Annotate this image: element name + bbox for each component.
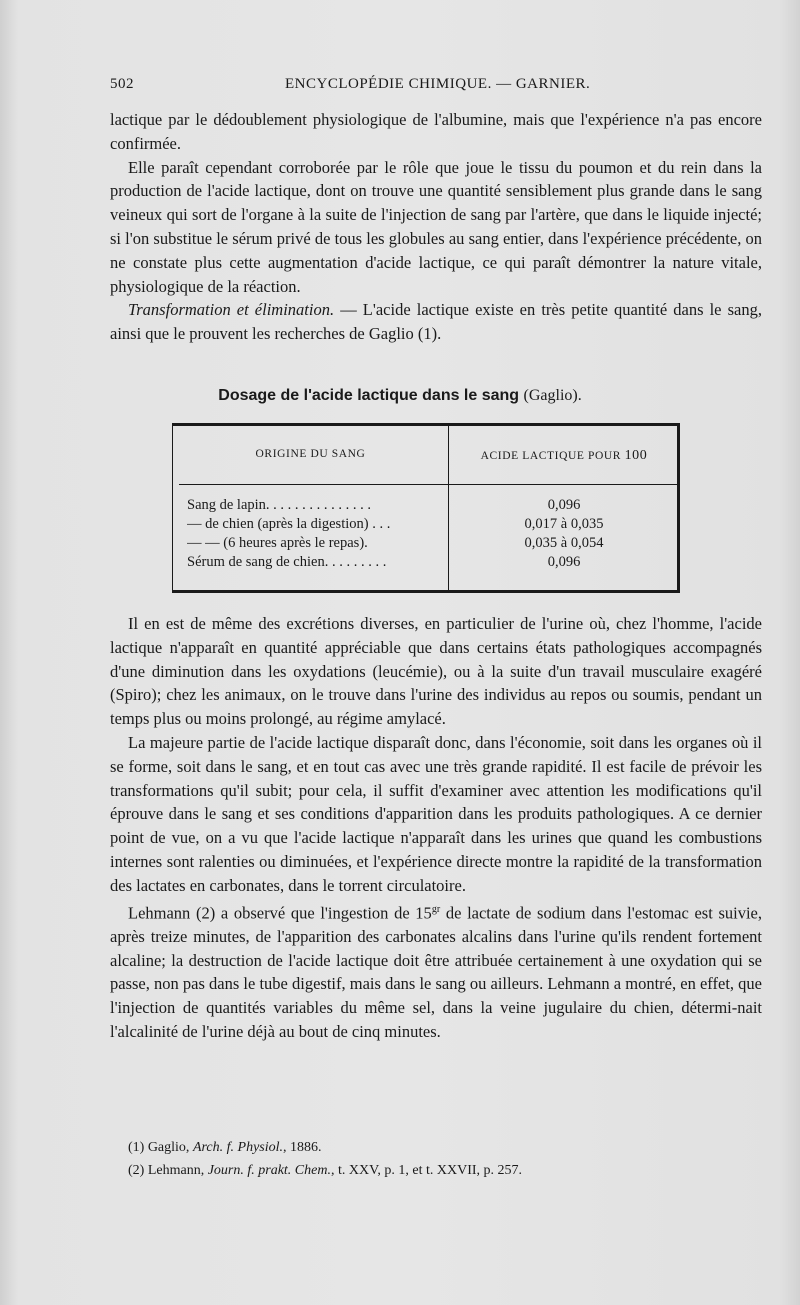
- table-header-origin: ORIGINE DU SANG: [255, 448, 366, 460]
- table-cell-origin: — de chien (après la digestion) . . .: [187, 516, 391, 532]
- gram-superscript: gr: [431, 903, 441, 915]
- table-cell-origin: Sang de lapin. . . . . . . . . . . . . . .: [187, 497, 372, 513]
- footnote-2-pages: , t. XXV, p. 1, et t. XXVII, p. 257.: [330, 1163, 523, 1178]
- footnote-2-ref: (2) Lehmann,: [128, 1163, 208, 1178]
- paragraph-2: Elle paraît cependant corroborée par le rôle que joue le tissu du poumon et du rein dans la production de l'acide lactique, dont on trouve une quantité sensiblement plus grande dans le sang veineux qui sort de l'organe à la suite de l'injection de sang par l'artère, que dans le liquide injecté; si l'on substitue le sérum privé de tous les globules au sang entier, dans l'expérience précédente, on ne constate plus cette augmentation d'acide lactique, ce qui paraît démontrer la nature vitale, physiologique de la réaction.: [110, 157, 762, 296]
- paragraph-6-rest: de lactate de sodium dans l'estomac est suivie, après treize minutes, de l'apparition des carbonates alcalins dans l'urine qu'ils rendent fortement alcaline; la destruction de l'acide lactique doit être attribuée certainement à une oxydation qui se passe, non pas dans le tube digestif, mais dans le sang ou ailleurs. Lehmann a montré, en effet, que l'injection de quantités variables du même sel, dans la veine jugulaire du chien, détermi-nait l'alcalinité de l'urine déjà au bout de cinq minutes.: [110, 903, 763, 1042]
- table-cell-value: 0,096: [547, 497, 581, 513]
- paragraph-3: [110, 298, 762, 346]
- table-header-acid-label: ACIDE LACTIQUE POUR: [480, 450, 622, 462]
- table-header-acid-number: 100: [624, 448, 648, 463]
- body-text-top: [110, 108, 762, 346]
- running-title: ENCYCLOPÉDIE CHIMIQUE. — GARNIER.: [285, 76, 591, 92]
- table-row: [173, 535, 679, 554]
- footnote-2-journal: Journ. f. prakt. Chem.: [207, 1163, 331, 1178]
- table-header-divider: [179, 484, 677, 485]
- footnote-2: [128, 1159, 748, 1182]
- running-header: [110, 76, 760, 98]
- table-cell-origin: — — (6 heures après le repas).: [187, 535, 368, 551]
- table-row: [173, 516, 679, 535]
- paragraph-3-text: — L'acide lactique existe en très petite quantité dans le sang, ainsi que le prouvent les recherches de Gaglio (1).: [110, 300, 762, 344]
- page-number: 502: [110, 76, 134, 92]
- table-row: [173, 497, 679, 516]
- table-cell-value: 0,096: [547, 554, 581, 570]
- section-heading-italic: Transformation et élimination.: [128, 300, 335, 320]
- table-cell-value: 0,035 à 0,054: [524, 535, 604, 551]
- paragraph-5: La majeure partie de l'acide lactique disparaît donc, dans l'économie, soit dans les organes où il se forme, soit dans le sang, et en tout cas avec une très grande rapidité. Il est facile de prévoir les transformations qu'il subit; pour cela, il suffit d'examiner avec attention les modifications qu'il éprouve dans le sang et ses conditions d'apparition dans les produits pathologiques. A ce dernier point de vue, on a vu que l'acide lactique n'apparaît dans les urines que quand les combustions internes sont ralenties ou diminuées, et l'expérience directe montre la rapidité de la transformation des lactates en carbonates, dans le torrent circulatoire.: [110, 732, 762, 895]
- footnotes: [128, 1136, 748, 1182]
- paragraph-1: lactique par le dédoublement physiologique de l'albumine, mais que l'expérience n'a pas encore confirmée.: [110, 110, 762, 153]
- footnote-1-year: , 1886.: [283, 1140, 322, 1155]
- table-cell-value: 0,017 à 0,035: [524, 516, 604, 532]
- data-table: [172, 423, 680, 593]
- footnote-1-ref: (1) Gaglio,: [128, 1140, 193, 1155]
- table-row: [173, 554, 679, 573]
- paragraph-4: Il en est de même des excrétions diverses, en particulier de l'urine où, chez l'homme, l'acide lactique n'apparaît en quantité appréciable que dans certains états pathologiques accompagnés d'une diminution dans les oxydations (leucémie), ou à la suite d'un travail musculaire exagéré (Spiro); chez les animaux, on le trouve dans l'urine des individus au repos ou soumis, pendant un temps plus ou moins prolongé, au régime amylacé.: [110, 614, 762, 729]
- table-caption: [0, 387, 800, 405]
- table-caption-source: (Gaglio).: [523, 387, 582, 404]
- table-cell-origin: Sérum de sang de chien. . . . . . . . .: [187, 554, 387, 570]
- table-caption-bold: Dosage de l'acide lactique dans le sang: [218, 387, 520, 404]
- table-header-acid: [449, 448, 679, 464]
- footnote-1-journal: Arch. f. Physiol.: [192, 1140, 284, 1155]
- paragraph-6-start: Lehmann (2) a observé que l'ingestion de 15: [128, 903, 432, 923]
- paragraph-6: [110, 898, 762, 1044]
- body-text-bottom: [110, 612, 762, 1044]
- footnote-1: [128, 1136, 748, 1159]
